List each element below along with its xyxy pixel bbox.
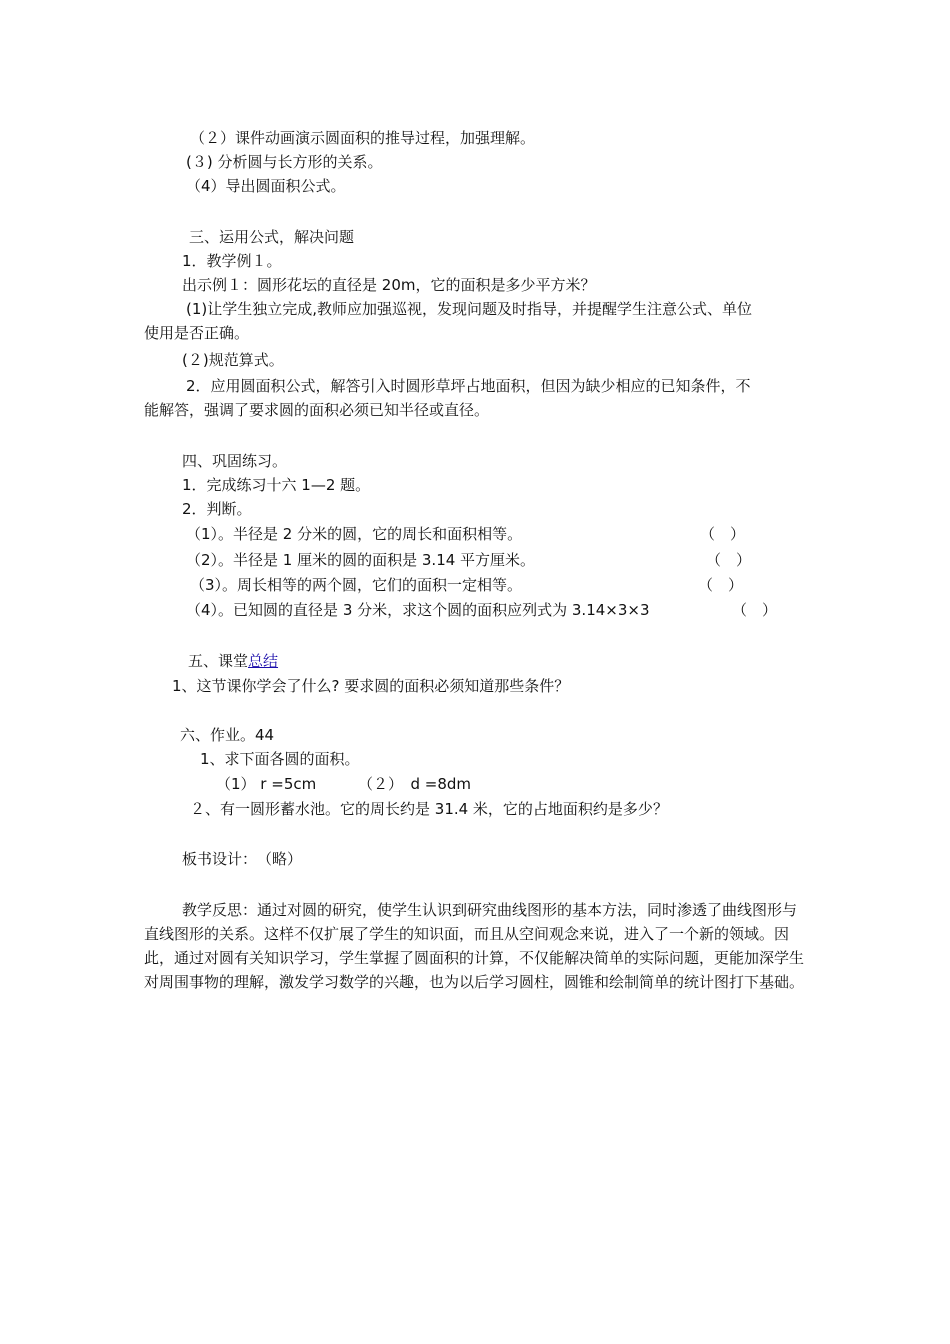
board-design: 板书设计： （略） <box>182 850 303 868</box>
section5-heading-text: 五、课堂 <box>188 652 249 670</box>
section6-heading: 六、作业。44 <box>180 726 275 744</box>
section4-heading: 四、巩固练习。 <box>182 452 288 470</box>
section3-item2-line1: 2．应用圆面积公式，解答引入时圆形草坪占地面积，但因为缺少相应的已知条件，不 <box>186 377 751 395</box>
step1-line2: 使用是否正确。 <box>144 324 250 342</box>
section5-question: 1、这节课你学会了什么? 要求圆的面积必须知道那些条件？ <box>172 677 570 695</box>
step1-line1: (1)让学生独立完成,教师应加强巡视，发现问题及时指导，并提醒学生注意公式、单位 <box>186 300 753 318</box>
section5-heading <box>188 651 278 671</box>
derivation-item-2: （２）课件动画演示圆面积的推导过程，加强理解。 <box>190 129 536 147</box>
section3-item2-line2: 能解答，强调了要求圆的面积必须已知半径或直径。 <box>144 401 490 419</box>
judgment-2-text: （2）。半径是 1 厘米的圆的面积是 3.14 平方厘米。 <box>186 551 536 569</box>
section3-heading: 三、运用公式，解决问题 <box>189 228 355 246</box>
judgment-4-text: （4）。已知圆的直径是 3 分米，求这个圆的面积应列式为 3.14×3×3 <box>186 601 650 619</box>
judgment-3-text: （3）。周长相等的两个圆，它们的面积一定相等。 <box>190 576 523 594</box>
homework-item1: 1、求下面各圆的面积。 <box>200 750 360 768</box>
judgment-4-blank[interactable]: （ ） <box>732 601 778 619</box>
derivation-item-3: (３) 分析圆与长方形的关系。 <box>186 153 383 171</box>
step2: (２)规范算式。 <box>182 351 284 369</box>
section4-item2: 2．判断。 <box>182 500 252 518</box>
judgment-1-text: （1）。半径是 2 分米的圆，它的周长和面积相等。 <box>186 525 523 543</box>
judgment-1-blank[interactable]: （ ） <box>700 525 746 543</box>
judgment-3-blank[interactable]: （ ） <box>698 576 744 594</box>
derivation-item-4: （4）导出圆面积公式。 <box>186 177 346 195</box>
judgment-2-blank[interactable]: （ ） <box>706 551 752 569</box>
example-text: 出示例１：圆形花坛的直径是 20m，它的面积是多少平方米？ <box>182 276 596 294</box>
section4-item1: 1．完成练习十六 1—2 题。 <box>182 476 371 494</box>
teaching-reflection: 教学反思：通过对圆的研究，使学生认识到研究曲线图形的基本方法，同时渗透了曲线图形与直线图形的关系。这样不仅扩展了学生的知识面，而且从空间观念来说，进入了一个新的领域。因此，通过对圆有关知识学习，学生掌握了圆面积的计算，不仅能解决简单的实际问题，更能加深学生对周围事物的理解，激发学习数学的兴趣，也为以后学习圆柱，圆锥和绘制简单的统计图打下基础。 <box>144 901 805 991</box>
homework-sub2: （２） d =8dm <box>358 775 472 793</box>
summary-link[interactable]: 总结 <box>248 652 279 670</box>
example-title: 1．教学例１。 <box>182 252 282 270</box>
homework-item2: ２、有一圆形蓄水池。它的周长约是 31.4 米，它的占地面积约是多少？ <box>190 800 668 818</box>
homework-sub1: （1） r =5cm <box>216 775 317 793</box>
